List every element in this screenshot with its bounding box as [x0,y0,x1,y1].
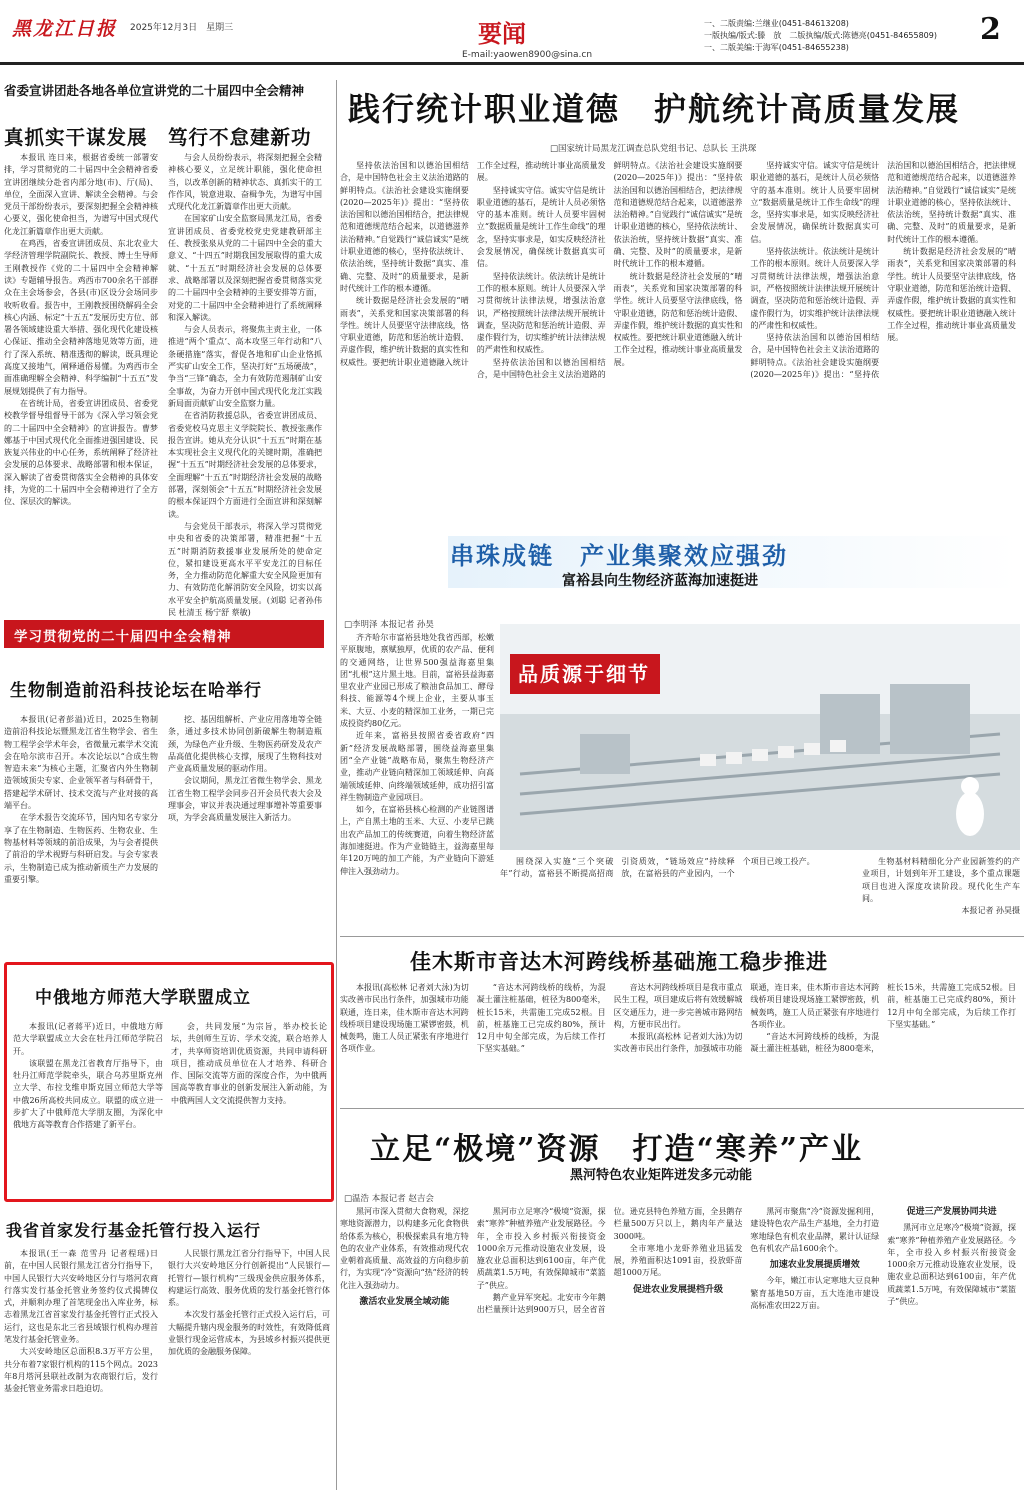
article-body: 本报讯(记者蒋平)近日，中俄地方师范大学联盟成立大会在牡丹江师范学院召开。 该联盟在黑龙江省教育厅指导下，由牡丹江师范学院牵头，联合乌苏里斯克州立大学、布拉戈维申斯克国立师范大学等中俄26所高校共同成立。联盟的成立进一步扩大了中俄师范大学朋友圈，为深化中俄地方高等教育合作搭建了新平台。 [13,1022,163,1130]
article-byline: □国家统计局黑龙江调查总队党组书记、总队长 王洪琛 [550,144,757,154]
article-body: 本报讯(高松林 记者刘大泳)为切实改善市民出行条件，加强城市功能联通，连日来，佳木斯市音达木河跨线桥项目建设现场施工紧锣密鼓，机械轰鸣，施工人员正紧张有序地进行各项作业。 “音达木河跨线桥的线桥，为混凝土灌注桩基础，桩径为800毫米，桩长15米，共需施工完成52根。目前，桩基施工已完成约80%，预计12月中旬全部完成，为后续工作打下坚实基础。” 音达木河跨线桥项目是我市重点民生工程，项目建成后将有效缓解城区交通压力，进一步完善城市路网结构，方便市民出行。 本报讯(高松林 记者刘大泳)为切实改善市民出行条件，加强城市功能联通，连日来，佳木斯市音达木河跨线桥项目建设现场施工紧锣密鼓，机械轰鸣，施工人员正紧张有序地进行各项作业。 “音达木河跨线桥的线桥，为混凝土灌注桩基础，桩径为800毫米，桩长15米，共需施工完成52根。目前，桩基施工已完成约80%，预计12月中旬全部完成，为后续工作打下坚实基础。” [340,983,1016,1054]
article-sino-russian-alliance [4,962,334,1202]
section-title: 要闻 [478,19,526,48]
article-body-col2: 与会人员纷纷表示，将深刻把握全会精神核心要义，立足统计职能，强化使命担当，以改革创新的精神状态、真抓实干的工作作风，锐意进取、奋楫争先，为谱写中国式现代化龙江新篇章作出更大贡献。 在国家矿山安全监察局黑龙江局，省委宣讲团成员、省委党校党史党建教研部主任、教授张泉从党的二十届四中全会的重大意义、“十四五”时期我国发展取得的重大成就、“十五五”时期经济社会发展的总体要求、战略部署以及深刻把握省委贯彻落实党的二十届四中全会精神的主要安排等方面，对党的二十届四中全会精神进行了系统阐释和深入解读。 与会人员表示，将聚焦主责主业，一体推进“两个‘重点’、高本攻坚三年行动和“八条硬措施”落实，督促各地和矿山企业恪抓严实矿山安全工作，坚决打好“五场硬战”，争当“三锋”确态，全力有效防范遏制矿山安全事故，为奋力开创中国式现代化龙江实践新局面贡献矿山安全监察力量。 在省消防救援总队，省委宣讲团成员、省委党校马克思主义学院院长、教授张燕作报告宣讲。她从充分认识“十五五”时期在基本实现社会主义现代化的关键时期，准确把握“十五五”时期经济社会发展的总体要求，全面理解“十五五”时期经济社会发展的战略部署，深刻领会“十五五”时期经济社会发展的根本保证四个方面进行全面宣讲和深刻解读。 与会党员干部表示，将深入学习贯彻党中央和省委的决策部署，精准把握“十五五”时期消防救援事业发展所处的使命定位，紧扣建设更高水平平安龙江的目标任务，全力推动防范化解重大安全风险更加有力、有效防范化解消防安全风险，切实以高水平安全护航高质量发展。(刘聪 记者孙伟民 杜清玉 杨宁舒 蔡敏) [168,153,322,617]
article-fund-custody [4,1210,334,1494]
newspaper-logo: 黑龙江日报 [12,18,118,40]
banner-text: 学习贯彻党的二十届四中全会精神 [14,629,232,645]
page-number: 2 [980,12,1001,47]
article-subtitle: 黑河特色农业矩阵迸发多元动能 [570,1168,753,1183]
article-title: 立足“极境”资源 打造“寒养”产业 [370,1132,864,1167]
article-body: 本报讯 连日来，根据省委统一部署安排，学习贯彻党的二十届四中全会精神省委宣讲团继续分赴省内部分地(市)、厅(局)、单位，全面深入宣讲、解读全会精神。与会党员干部纷纷表示，要深刻把握全会精神核心要义，强化使命担当，为谱写中国式现代化龙江新篇章作出更大贡献。 在鸡西，省委宣讲团成员、东北农业大学经济管理学院副院长、教授、博士生导师王刚教授作《党的二十届四中全会精神解读》专题辅导报告。鸡西市700余名干部群众在主会场参会，各县(市)区设分会场同步收听收看。报告中，王刚教授围绕解码全会核心内涵、标定“十五五”发展历史方位、部署各领域建设重大举措、强化现代化建设核心保证、推动全会精神落地见效等方面，进行了深入系统、精准透彻的解读，既具理论高度又接地气，阐释通俗易懂。为鸡西市全面准确理解全会精神、科学编制“十五五”发展规划提供了有力指导。 在省统计局，省委宣讲团成员、省委党校教学督导组督导干部为《深入学习领会党的二十届四中全会精神》的宣讲报告。曹梦娜基于中国式现代化全面推进强国建设、民族复兴伟业的中心任务，系统阐释了经济社会发展的总体要求、战略部署和根本保证，深入解读了省委贯彻落实全会精神的具体安排，为党的二十届四中全会精神进行了全方位、深层次的解读。 [4,153,158,507]
editor-line: 一、二版美编:于海军(0451-84655238) [704,43,849,52]
factory-photo [500,624,1020,850]
article-subhead: 加速农业发展提质增效 [769,1260,860,1271]
article-byline: □温浩 本报记者 赵吉会 [344,1194,434,1204]
editors-block [704,18,954,54]
section-email: E-mail:yaowen8900@sina.cn [462,50,593,60]
article-subhead: 促进农业发展提档升级 [632,1284,723,1295]
article-body: 黑河市深入贯彻大食物观，深挖寒地资源潜力，以构建多元化食物供给体系为核心，积极探索具有地方特色的农业产业体系，有效推动现代农业朝着高质量、高效益的方向稳步前行，为实现“冷”资源向“热”经济的转化注入强劲动力。 激活农业发展全域动能 黑河市立足寒冷“极境”资源，探索“寒养”种植养殖产业发展路径。今年，全市投入乡村振兴衔接资金1000余万元推动设施农业发展，设施农业总面积达到6100亩，年产优质蔬菜1.5万吨，有效保障城市“菜篮子”供应。 鹅产业异军突起。北安市今年鹅出栏量预计达到900万只，居全省首位。逊克县特色养殖方面，全县鹅存栏量500万只以上，鹅肉年产量达3000吨。 全市寒地小龙虾养殖业迅猛发展，养殖面积达1091亩，投放虾苗超1000万尾。 促进农业发展提档升级 黑河市聚焦“冷”资源发掘利用，建设特色农产品生产基地，全力打造寒地绿色有机农业品牌，累计认证绿色有机农产品1600余个。 加速农业发展提质增效 今年，嫩江市认定寒地大豆良种繁育基地50万亩，五大连池市建设高标准农田22万亩。 促进三产发展协同共进 黑河市立足寒冷“极境”资源，探索“寒养”种植养殖产业发展路径。今年，全市投入乡村振兴衔接资金1000余万元推动设施农业发展，设施农业总面积达到6100亩，年产优质蔬菜1.5万吨，有效保障城市“菜篮子”供应。 [340,1207,1016,1315]
article-kicker: 省委宣讲团赴各地各单位宣讲党的二十届四中全会精神 [4,83,304,98]
article-title: 生物制造前沿科技论坛在哈举行 [10,681,262,701]
article-byline: □李明泽 本报记者 孙昊 [344,620,434,630]
article-title: 真抓实干谋发展 笃行不怠建新功 [4,126,312,149]
photo-caption: 生物基材料精细化分产业园新签约的产业项目，计划到年开工建设，多个重点课题项目也进入深度攻读阶段。现代化生产车间。 本报记者 孙昊摄 [862,856,1020,928]
editor-line: 一、二版责编:兰继业(0451-84613208) [704,19,849,28]
article-title: 践行统计职业道德 护航统计高质量发展 [348,90,961,128]
article-cold-agriculture [340,1108,1024,1494]
editor-line: 一版执编/版式:滕 放 二版执编/版式:陈德亮(0451-84655809) [704,31,937,40]
article-body: 齐齐哈尔市富裕县地处我省西部，松嫩平原腹地，禀赋独厚，优质的农产品、便利的交通网络，让世界500强益海嘉里集团“扎根”这片黑土地。目前，富裕县益海嘉里农业产业园已形成了粮油食品加工、酵母科技、能源等4个规上企业，主要从事玉米、大豆、小麦的精深加工业务，一期已完成投资约80亿元。 近年来，富裕县按照省委省政府“四新”经济发展战略部署，围绕益海嘉里集团“全产业链”战略布局，聚焦生物经济产业，推动产业链向精深加工领域延伸、向高端领域延伸、向终端领域延伸，成功招引富祥生物制造产业园项目。 如今，在富裕县核心检测的产业链图谱上，产自黑土地的玉米、大豆、小麦早已跳出农产品加工的传统赛道，向着生物经济蓝海加速挺进。作为产业链链主，益海嘉里每年120万吨的加工产能，为产业链向下游延伸注入强劲动力。 [340,633,494,876]
article-bio-industry-chain [340,520,1024,932]
article-title: 中俄地方师范大学联盟成立 [35,988,251,1008]
article-body: 本报讯(王一森 范雪丹 记者程瑶)日前，在中国人民银行黑龙江省分行指导下，中国人民银行大兴安岭地区分行与塔河农商行落实发行基金托管业务签约仪式揭牌仪式，并顺利办理了首笔现金出入库业务，标志着黑龙江省首家发行基金托管行正式投入运行，这也是东北三省县域银行机构办理首笔发行基金托管业务。 大兴安岭地区总面积8.3万平方公里，共分布着7家银行机构的115个网点。2023年8月塔河县联社改制为农商银行后，发行基金托管业务需求日趋迫切。 [4,1249,158,1394]
article-lecture-tour [4,80,324,620]
photo-reporter: 本报记者 孙昊摄 [961,906,1020,916]
article-subtitle: 富裕县向生物经济蓝海加速挺进 [562,573,758,589]
article-subhead: 促进三产发展协同共进 [906,1207,997,1217]
article-body-col2: 人民银行黑龙江省分行指导下，中国人民银行大兴安岭地区分行创新提出“人民银行—托管行—银行机构”三级现金供应服务体系，构建运行高效、服务优质的发行基金托管行体系。 本次发行基金托管行正式投入运行后，可大幅提升辖内现金服务的时效性，有效降低商业银行现金运营成本，为县域乡村振兴提供更加优质的金融服务保障。 [168,1249,330,1357]
article-body-col2: 围绕深入实施“三个突破年”行动，富裕县不断提高招商引资质效，“链场效应”持续释放，在富裕县的产业园内，一个个项目已竣工投产。 [500,857,815,879]
masthead [0,0,1024,72]
article-body-col2: 会，共同发展”为宗旨，举办校长论坛，共创师生互访、学术交流，联合培养人才，共享师资培训优质资源，共同申请科研项目，推动成员单位在人才培养、科研合作、国际交流等方面的深度合作，为中俄两国高等教育事业的创新发展注入新动能，为中俄两国人文交流提供智力支持。 [171,1022,327,1105]
issue-date: 2025年12月3日 星期三 [130,23,234,33]
article-body: 本报讯(记者彭溢)近日，2025生物制造前沿科技论坛暨黑龙江省生物学会、省生物工程学会学术年会，省微量元素学术交流会在哈尔滨市召开。本次论坛以“合成生物 智造未来”为核心主题，汇聚省内外生物制造领域顶尖专家、企业领军者与科研骨干，搭建起学术研讨、技术交流与产业对接的高端平台。 在学术报告交流环节，国内知名专家分享了在生物制造、生物医药、生物农业、生物基材料等领域的前沿成果，为与会者提供了前沿的学术视野与科研启发。与会专家表示，生物制造已成为推动新质生产力发展的重要引擎。 [4,715,158,884]
article-title: 串珠成链 产业集聚效应强劲 [450,541,788,570]
article-title: 我省首家发行基金托管行投入运行 [6,1221,262,1240]
article-title: 佳木斯市音达木河跨线桥基础施工稳步推进 [410,949,828,974]
article-bio-forum [4,654,324,954]
article-body: 坚持依法治国和以德治国相结合，是中国特色社会主义法治道路的鲜明特点。《法治社会建设实施纲要(2020—2025年)》提出：“坚持依法治国和以德治国相结合，把法律规范和道德规范结合起来，以道德滋养法治精神。”自觉践行“诚信诚实”是统计职业道德的核心，坚持依法统计、依法治统，坚持统计数据“真实、准确、完整、及时”的质量要求，是新时代统计工作的根本遵循。 统计数据是经济社会发展的“晴雨表”，关系党和国家决策部署的科学性。统计人员要坚守法律底线，恪守职业道德，防范和惩治统计造假、弄虚作假，维护统计数据的真实性和权威性。要把统计职业道德融入统计工作全过程，推动统计事业高质量发展。 坚持诚实守信。诚实守信是统计职业道德的基石，是统计人员必须恪守的基本准则。统计人员要牢固树立“数据质量是统计工作生命线”的理念，坚持实事求是，如实反映经济社会发展情况，确保统计数据真实可信。 坚持依法统计。依法统计是统计工作的根本原则。统计人员要深入学习贯彻统计法律法规，增强法治意识，严格按照统计法律法规开展统计调查，坚决防范和惩治统计造假、弄虚作假行为，切实维护统计法律法规的严肃性和权威性。 坚持依法治国和以德治国相结合，是中国特色社会主义法治道路的鲜明特点。《法治社会建设实施纲要(2020—2025年)》提出：“坚持依法治国和以德治国相结合，把法律规范和道德规范结合起来，以道德滋养法治精神。”自觉践行“诚信诚实”是统计职业道德的核心，坚持依法统计、依法治统，坚持统计数据“真实、准确、完整、及时”的质量要求，是新时代统计工作的根本遵循。 统计数据是经济社会发展的“晴雨表”，关系党和国家决策部署的科学性。统计人员要坚守法律底线，恪守职业道德，防范和惩治统计造假、弄虚作假，维护统计数据的真实性和权威性。要把统计职业道德融入统计工作全过程，推动统计事业高质量发展。 坚持诚实守信。诚实守信是统计职业道德的基石，是统计人员必须恪守的基本准则。统计人员要牢固树立“数据质量是统计工作生命线”的理念，坚持实事求是，如实反映经济社会发展情况，确保统计数据真实可信。 坚持依法统计。依法统计是统计工作的根本原则。统计人员要深入学习贯彻统计法律法规，增强法治意识，严格按照统计法律法规开展统计调查，坚决防范和惩治统计造假、弄虚作假行为，切实维护统计法律法规的严肃性和权威性。 坚持依法治国和以德治国相结合，是中国特色社会主义法治道路的鲜明特点。《法治社会建设实施纲要(2020—2025年)》提出：“坚持依法治国和以德治国相结合，把法律规范和道德规范结合起来，以道德滋养法治精神。”自觉践行“诚信诚实”是统计职业道德的核心，坚持依法统计、依法治统，坚持统计数据“真实、准确、完整、及时”的质量要求，是新时代统计工作的根本遵循。 统计数据是经济社会发展的“晴雨表”，关系党和国家决策部署的科学性。统计人员要坚守法律底线，恪守职业道德，防范和惩治统计造假、弄虚作假，维护统计数据的真实性和权威性。要把统计职业道德融入统计工作全过程，推动统计事业高质量发展。 [340,161,1016,380]
article-subhead: 激活农业发展全域动能 [359,1297,450,1308]
factory-sign: 品质源于细节 [518,662,650,686]
article-bridge-construction [340,936,1024,1106]
feature-banner [4,620,324,648]
article-statistics-ethics [340,78,1024,518]
article-body-col2: 挖、基因组解析、产业应用落地等全链条，通过多技术协同创新破解生物制造瓶颈，为绿色产业升级、生物医药研发及农产品高值化提供核心支撑，展现了生物科技对产业高质量发展的驱动作用。 会议期间，黑龙江省微生物学会、黑龙江省生物工程学会同步召开会员代表大会及理事会，审议并表决通过理事增补等重要事项，为学会高质量发展注入新活力。 [168,715,322,823]
